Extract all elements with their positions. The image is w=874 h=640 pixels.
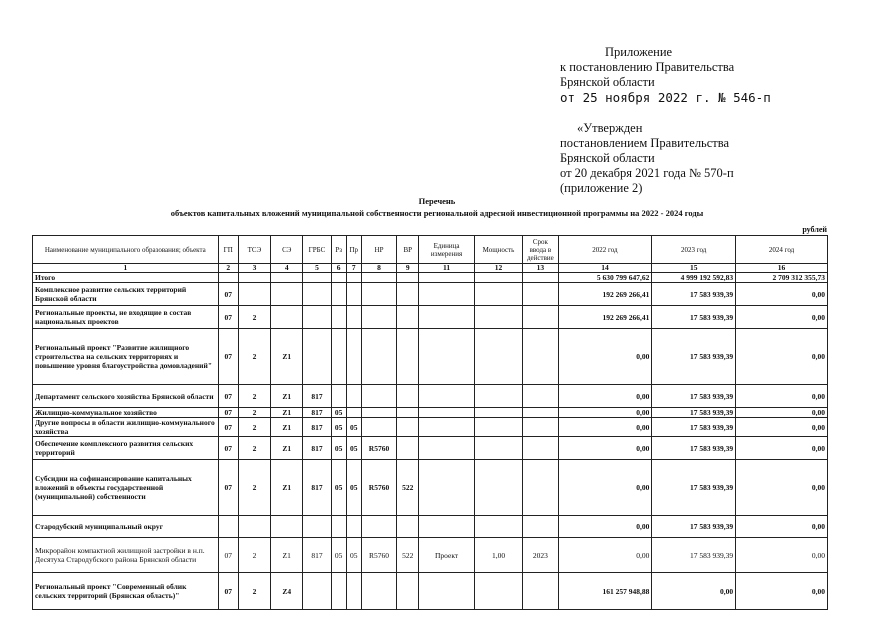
table-cell: 2 xyxy=(238,460,270,516)
table-cell xyxy=(419,460,474,516)
table-cell: 07 xyxy=(218,460,238,516)
table-cell xyxy=(397,283,419,306)
table-cell: 17 583 939,39 xyxy=(652,538,736,573)
table-cell: 17 583 939,39 xyxy=(652,418,736,437)
table-cell: 0,00 xyxy=(558,329,652,385)
units-label: рублей xyxy=(802,225,827,234)
table-cell: 0,00 xyxy=(652,573,736,610)
table-cell: 192 269 266,41 xyxy=(558,306,652,329)
table-cell xyxy=(397,306,419,329)
column-header: Мощность xyxy=(474,236,522,264)
table-cell: 5 630 799 647,62 xyxy=(558,273,652,283)
table-cell xyxy=(397,573,419,610)
header-date-line: от 25 ноября 2022 г. № 546-п xyxy=(560,90,771,105)
table-cell xyxy=(523,273,558,283)
table-cell xyxy=(397,408,419,418)
table-cell: Z1 xyxy=(271,538,303,573)
table-cell xyxy=(238,283,270,306)
table-cell: 17 583 939,39 xyxy=(652,437,736,460)
table-row xyxy=(33,385,828,408)
table-cell xyxy=(361,329,396,385)
table-cell: 1,00 xyxy=(474,538,522,573)
table-cell: Z1 xyxy=(271,460,303,516)
table-cell xyxy=(474,408,522,418)
column-number: 2 xyxy=(218,264,238,273)
table-row xyxy=(33,516,828,538)
table-cell: 522 xyxy=(397,538,419,573)
table-cell xyxy=(271,273,303,283)
table-cell xyxy=(474,437,522,460)
row-name-cell: Комплексное развитие сельских территорий Брянской области xyxy=(33,283,219,306)
table-cell: 522 xyxy=(397,460,419,516)
table-cell xyxy=(419,329,474,385)
table-cell: 0,00 xyxy=(736,516,828,538)
table-cell xyxy=(419,408,474,418)
column-header: ГП xyxy=(218,236,238,264)
table-cell xyxy=(523,329,558,385)
table-row xyxy=(33,573,828,610)
table-cell: 07 xyxy=(218,329,238,385)
table-cell: 17 583 939,39 xyxy=(652,460,736,516)
table-cell xyxy=(419,385,474,408)
table-cell xyxy=(419,516,474,538)
table-cell xyxy=(331,516,346,538)
table-cell xyxy=(397,418,419,437)
table-cell xyxy=(523,418,558,437)
table-cell xyxy=(474,283,522,306)
table-cell: 0,00 xyxy=(736,460,828,516)
table-cell xyxy=(397,437,419,460)
table-cell: Z1 xyxy=(271,437,303,460)
table-cell xyxy=(361,573,396,610)
table-cell: 05 xyxy=(346,418,361,437)
table-cell: Проект xyxy=(419,538,474,573)
column-number: 15 xyxy=(652,264,736,273)
table-cell: 0,00 xyxy=(736,385,828,408)
table-cell: R5760 xyxy=(361,538,396,573)
table-cell xyxy=(397,516,419,538)
column-header: Срок ввода в действие xyxy=(523,236,558,264)
table-cell: Z4 xyxy=(271,573,303,610)
table-cell xyxy=(331,573,346,610)
row-name-cell: Обеспечение комплексного развития сельских территорий xyxy=(33,437,219,460)
table-cell: 0,00 xyxy=(558,408,652,418)
row-name-cell: Региональный проект "Современный облик сельских территорий (Брянская область)" xyxy=(33,573,219,610)
table-cell xyxy=(331,273,346,283)
table-cell xyxy=(238,516,270,538)
table-cell xyxy=(361,516,396,538)
table-cell xyxy=(397,385,419,408)
table-cell xyxy=(474,385,522,408)
table-cell: 2 xyxy=(238,538,270,573)
table-cell: R5760 xyxy=(361,460,396,516)
column-number: 5 xyxy=(303,264,331,273)
table-cell: 0,00 xyxy=(736,538,828,573)
table-cell: 0,00 xyxy=(558,538,652,573)
approved-line: (приложение 2) xyxy=(560,181,643,195)
table-cell: 2 xyxy=(238,329,270,385)
table-cell: Z1 xyxy=(271,408,303,418)
table-cell xyxy=(346,385,361,408)
table-cell: 0,00 xyxy=(736,283,828,306)
table-cell xyxy=(419,273,474,283)
table-row xyxy=(33,283,828,306)
table-cell: Z1 xyxy=(271,418,303,437)
table-cell xyxy=(331,306,346,329)
table-cell: 05 xyxy=(331,538,346,573)
table-cell xyxy=(331,283,346,306)
column-number: 13 xyxy=(523,264,558,273)
column-header: СЭ xyxy=(271,236,303,264)
column-number: 4 xyxy=(271,264,303,273)
table-cell xyxy=(271,306,303,329)
table-cell xyxy=(361,273,396,283)
table-cell: 817 xyxy=(303,385,331,408)
approved-line: «Утвержден xyxy=(577,121,643,135)
table-cell xyxy=(361,283,396,306)
table-cell: 817 xyxy=(303,460,331,516)
table-cell: 817 xyxy=(303,538,331,573)
table-cell: 817 xyxy=(303,418,331,437)
table-cell xyxy=(419,573,474,610)
table-cell: 07 xyxy=(218,538,238,573)
header-line: Брянской области xyxy=(560,75,655,89)
table-cell: 07 xyxy=(218,437,238,460)
table-cell xyxy=(523,460,558,516)
table-cell xyxy=(474,418,522,437)
column-header: Наименование муниципального образования; объекта xyxy=(33,236,219,264)
table-cell: R5760 xyxy=(361,437,396,460)
table-cell: 0,00 xyxy=(736,408,828,418)
table-cell: 17 583 939,39 xyxy=(652,516,736,538)
table-cell xyxy=(346,516,361,538)
table-cell xyxy=(346,306,361,329)
table-cell: 0,00 xyxy=(558,385,652,408)
table-cell: 05 xyxy=(346,437,361,460)
table-cell xyxy=(523,408,558,418)
table-body xyxy=(33,273,828,610)
row-name-cell: Субсидии на софинансирование капитальных вложений в объекты государственной (муниципальной) собственности xyxy=(33,460,219,516)
row-name-cell: Жилищно-коммунальное хозяйство xyxy=(33,408,219,418)
table-row xyxy=(33,437,828,460)
table-cell xyxy=(419,418,474,437)
column-header: 2022 год xyxy=(558,236,652,264)
table-cell: 0,00 xyxy=(558,460,652,516)
column-number-row xyxy=(33,264,828,273)
table-cell xyxy=(271,283,303,306)
table-row xyxy=(33,273,828,283)
table-row xyxy=(33,329,828,385)
column-header: 2023 год xyxy=(652,236,736,264)
table-cell: 17 583 939,39 xyxy=(652,283,736,306)
table-cell: 192 269 266,41 xyxy=(558,283,652,306)
table-cell xyxy=(419,306,474,329)
table-row xyxy=(33,460,828,516)
table-cell xyxy=(303,283,331,306)
table-cell xyxy=(238,273,270,283)
table-cell xyxy=(523,385,558,408)
table-cell: 0,00 xyxy=(558,437,652,460)
table-cell: 0,00 xyxy=(736,418,828,437)
table-row xyxy=(33,306,828,329)
table-row xyxy=(33,538,828,573)
approved-line: Брянской области xyxy=(560,151,655,165)
column-number: 16 xyxy=(736,264,828,273)
table-cell: 0,00 xyxy=(736,329,828,385)
table-cell xyxy=(303,516,331,538)
table-cell: Z1 xyxy=(271,329,303,385)
column-number: 7 xyxy=(346,264,361,273)
table-cell: 07 xyxy=(218,573,238,610)
table-cell xyxy=(419,437,474,460)
table-cell xyxy=(331,329,346,385)
column-header: Единица измерения xyxy=(419,236,474,264)
table-cell: 05 xyxy=(346,460,361,516)
table-cell xyxy=(303,573,331,610)
table-cell xyxy=(523,437,558,460)
table-cell: 17 583 939,39 xyxy=(652,408,736,418)
table-cell xyxy=(218,273,238,283)
document-subtitle: объектов капитальных вложений муниципальной собственности региональной адресной инвестиционной программы на 2022 - 2024 годы xyxy=(170,208,704,218)
column-header: Рз xyxy=(331,236,346,264)
approved-line: от 20 декабря 2021 года № 570-п xyxy=(560,166,734,180)
table-cell xyxy=(346,329,361,385)
table-cell xyxy=(346,573,361,610)
column-header: ТСЭ xyxy=(238,236,270,264)
table-cell xyxy=(474,273,522,283)
table-cell xyxy=(346,273,361,283)
column-header: ГРБС xyxy=(303,236,331,264)
row-name-cell: Департамент сельского хозяйства Брянской области xyxy=(33,385,219,408)
table-cell xyxy=(271,516,303,538)
row-name-cell: Региональные проекты, не входящие в состав национальных проектов xyxy=(33,306,219,329)
table-cell: 0,00 xyxy=(558,516,652,538)
table-cell xyxy=(361,385,396,408)
investment-table xyxy=(32,235,828,610)
table-cell: Z1 xyxy=(271,385,303,408)
table-cell: 05 xyxy=(331,418,346,437)
row-name-cell: Итого xyxy=(33,273,219,283)
table-cell: 07 xyxy=(218,408,238,418)
table-cell xyxy=(419,283,474,306)
table-cell xyxy=(474,460,522,516)
table-cell: 2 xyxy=(238,418,270,437)
table-cell: 2 xyxy=(238,573,270,610)
table-cell xyxy=(474,306,522,329)
table-cell: 07 xyxy=(218,385,238,408)
table-cell xyxy=(397,273,419,283)
table-cell xyxy=(361,306,396,329)
table-cell xyxy=(523,573,558,610)
table-cell xyxy=(361,408,396,418)
table-cell: 0,00 xyxy=(736,437,828,460)
table-cell xyxy=(303,306,331,329)
table-cell xyxy=(303,273,331,283)
column-header: НР xyxy=(361,236,396,264)
table-cell xyxy=(523,516,558,538)
table-cell: 161 257 948,88 xyxy=(558,573,652,610)
table-cell: 0,00 xyxy=(558,418,652,437)
table-cell: 07 xyxy=(218,283,238,306)
table-cell: 07 xyxy=(218,418,238,437)
column-number: 1 xyxy=(33,264,219,273)
approved-block xyxy=(560,121,860,196)
header-line: Приложение xyxy=(605,45,673,59)
table-row xyxy=(33,408,828,418)
table-cell xyxy=(303,329,331,385)
table-row xyxy=(33,418,828,437)
table-cell: 17 583 939,39 xyxy=(652,306,736,329)
document-title: Перечень xyxy=(418,196,456,206)
table-cell xyxy=(346,283,361,306)
table-cell: 2 xyxy=(238,306,270,329)
table-cell xyxy=(331,385,346,408)
table-cell: 05 xyxy=(346,538,361,573)
table-cell: 17 583 939,39 xyxy=(652,385,736,408)
resolution-header xyxy=(560,45,860,105)
table-header-row xyxy=(33,236,828,264)
column-number: 9 xyxy=(397,264,419,273)
column-number: 6 xyxy=(331,264,346,273)
table-cell xyxy=(474,573,522,610)
row-name-cell: Стародубский муниципальный округ xyxy=(33,516,219,538)
table-cell xyxy=(474,329,522,385)
table-cell: 817 xyxy=(303,408,331,418)
table-cell: 4 999 192 592,83 xyxy=(652,273,736,283)
column-header: Пр xyxy=(346,236,361,264)
column-header: 2024 год xyxy=(736,236,828,264)
header-line: к постановлению Правительства xyxy=(560,60,735,74)
table-cell: 2023 xyxy=(523,538,558,573)
table-cell xyxy=(523,306,558,329)
table-cell: 17 583 939,39 xyxy=(652,329,736,385)
row-name-cell: Региональный проект "Развитие жилищного строительства на сельских территориях и повышение уровня благоустройства домовладений" xyxy=(33,329,219,385)
column-number: 8 xyxy=(361,264,396,273)
table-cell: 2 xyxy=(238,437,270,460)
table-cell xyxy=(474,516,522,538)
row-name-cell: Другие вопросы в области жилищно-коммунального хозяйства xyxy=(33,418,219,437)
table-cell xyxy=(523,283,558,306)
table-cell xyxy=(218,516,238,538)
table-cell: 0,00 xyxy=(736,306,828,329)
table-cell xyxy=(397,329,419,385)
table-cell: 05 xyxy=(331,460,346,516)
table-cell: 817 xyxy=(303,437,331,460)
table-cell: 2 709 312 355,73 xyxy=(736,273,828,283)
row-name-cell: Микрорайон компактной жилищной застройки в н.п. Десятуха Стародубского района Брянской области xyxy=(33,538,219,573)
column-number: 11 xyxy=(419,264,474,273)
column-number: 12 xyxy=(474,264,522,273)
table-cell: 07 xyxy=(218,306,238,329)
table-cell: 05 xyxy=(331,437,346,460)
table-cell: 2 xyxy=(238,385,270,408)
table-cell xyxy=(361,418,396,437)
column-number: 14 xyxy=(558,264,652,273)
table-cell xyxy=(346,408,361,418)
table-cell: 0,00 xyxy=(736,573,828,610)
table-cell: 2 xyxy=(238,408,270,418)
approved-line: постановлением Правительства xyxy=(560,136,730,150)
table-cell: 05 xyxy=(331,408,346,418)
column-header: ВР xyxy=(397,236,419,264)
column-number: 3 xyxy=(238,264,270,273)
